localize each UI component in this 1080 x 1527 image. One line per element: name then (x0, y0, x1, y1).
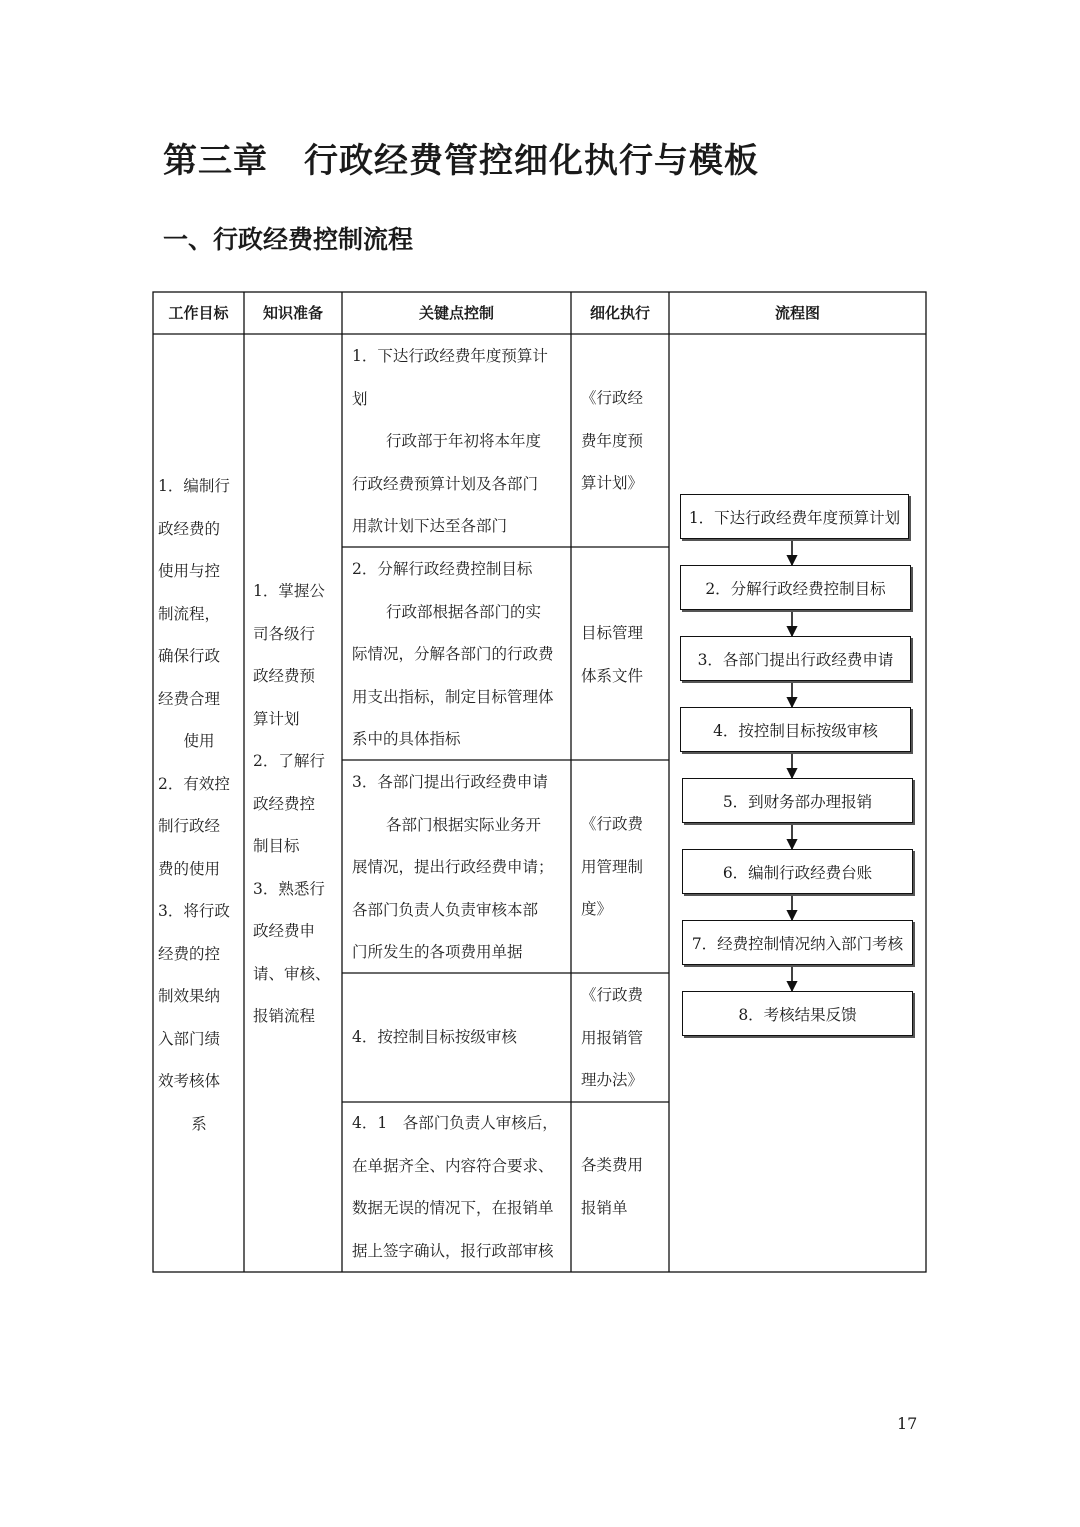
flow-step-box: 6．编制行政经费台账 (682, 849, 913, 894)
execution-line: 理办法》 (581, 1071, 644, 1089)
goal-line: 效考核体 (158, 1072, 221, 1090)
goal-line: 1．编制行 (158, 477, 230, 495)
key-point-line: 行政部根据各部门的实 (386, 602, 542, 621)
page-title (163, 133, 759, 189)
key-point-line: 门所发生的各项费用单据 (352, 943, 523, 961)
key-point-line: 在单据齐全、内容符合要求、 (352, 1156, 554, 1175)
section-title: 一、行政经费控制流程 (163, 225, 414, 254)
header-execution: 细化执行 (589, 304, 650, 322)
key-point-line: 行政经费预算计划及各部门 (352, 474, 539, 493)
execution-line: 体系文件 (581, 666, 644, 685)
flow-step-box: 4．按控制目标按级审核 (680, 707, 911, 752)
execution-line: 度》 (581, 900, 613, 918)
execution-line: 算计划》 (581, 474, 644, 492)
knowledge-line: 3．熟悉行 (253, 879, 325, 898)
flow-step-box: 7．经费控制情况纳入部门考核 (682, 920, 913, 965)
goal-line: 经费合理 (158, 689, 221, 708)
key-point-line: 展情况，提出行政经费申请； (352, 858, 554, 876)
flow-step-box: 5．到财务部办理报销 (682, 778, 913, 823)
knowledge-line: 政经费申 (253, 922, 316, 940)
knowledge-line: 政经费预 (253, 667, 316, 685)
key-point-line: 4．按控制目标按级审核 (352, 1028, 517, 1046)
knowledge-line: 请、审核、 (253, 964, 331, 983)
key-point-line: 各部门根据实际业务开 (386, 815, 542, 834)
knowledge-line: 制目标 (253, 837, 300, 855)
knowledge-line: 算计划 (253, 709, 300, 728)
execution-line: 目标管理 (581, 624, 644, 642)
knowledge-line: 司各级行 (253, 624, 316, 643)
goal-line: 入部门绩 (158, 1029, 221, 1048)
execution-line: 各类费用 (581, 1156, 644, 1174)
goal-line: 使用与控 (158, 562, 221, 580)
key-point-line: 2．分解行政经费控制目标 (352, 560, 533, 578)
goal-line: 费的使用 (158, 859, 221, 878)
key-point-line: 行政部于年初将本年度 (386, 432, 542, 450)
key-point-line: 据上签字确认，报行政部审核 (352, 1241, 554, 1260)
goal-line: 确保行政 (158, 647, 221, 665)
execution-line: 用管理制 (581, 857, 644, 876)
key-point-line: 4．1 各部门负责人审核后， (352, 1114, 558, 1132)
goal-line: 政经费的 (158, 519, 221, 538)
goal-line: 2．有效控 (158, 774, 230, 793)
knowledge-line: 政经费控 (253, 794, 316, 813)
key-point-line: 划 (352, 389, 368, 408)
goal-line: 制效果纳 (158, 987, 221, 1005)
execution-line: 《行政费 (581, 986, 644, 1004)
goal-line: 3．将行政 (158, 902, 230, 920)
knowledge-line: 报销流程 (253, 1007, 316, 1025)
process-table (152, 291, 927, 1273)
header-key-points: 关键点控制 (418, 304, 494, 322)
execution-line: 报销单 (581, 1198, 628, 1217)
header-goal: 工作目标 (168, 304, 229, 322)
chapter-label: 第三章 (163, 141, 268, 181)
key-point-line: 系中的具体指标 (352, 730, 461, 748)
knowledge-line: 2．了解行 (253, 752, 325, 770)
goal-line: 制流程， (158, 604, 221, 623)
execution-line: 费年度预 (581, 431, 644, 450)
header-knowledge: 知识准备 (262, 304, 323, 322)
key-point-line: 各部门负责人负责审核本部 (352, 900, 539, 919)
goal-line: 使用 (183, 732, 215, 750)
chapter-title: 行政经费管控细化执行与模板 (304, 141, 759, 181)
key-point-line: 数据无误的情况下，在报销单 (352, 1199, 554, 1217)
flow-step-box: 1．下达行政经费年度预算计划 (680, 494, 909, 539)
key-point-line: 用款计划下达至各部门 (352, 517, 508, 535)
flow-step-box: 3．各部门提出行政经费申请 (680, 636, 911, 681)
execution-line: 《行政经 (581, 389, 644, 407)
flow-step-box: 2．分解行政经费控制目标 (680, 565, 911, 610)
page-number: 17 (897, 1414, 918, 1433)
flow-step-box: 8．考核结果反馈 (682, 991, 913, 1036)
knowledge-line: 1．掌握公 (253, 582, 325, 600)
goal-line: 制行政经 (158, 817, 221, 835)
key-point-line: 1．下达行政经费年度预算计 (352, 347, 548, 365)
header-flowchart: 流程图 (774, 304, 820, 322)
goal-line: 系 (191, 1114, 207, 1133)
key-point-line: 际情况，分解各部门的行政费 (352, 645, 554, 663)
execution-line: 《行政费 (581, 815, 644, 833)
execution-line: 用报销管 (581, 1028, 644, 1047)
key-point-line: 用支出指标，制定目标管理体 (352, 687, 554, 706)
goal-line: 经费的控 (158, 944, 221, 963)
key-point-line: 3．各部门提出行政经费申请 (352, 773, 548, 791)
